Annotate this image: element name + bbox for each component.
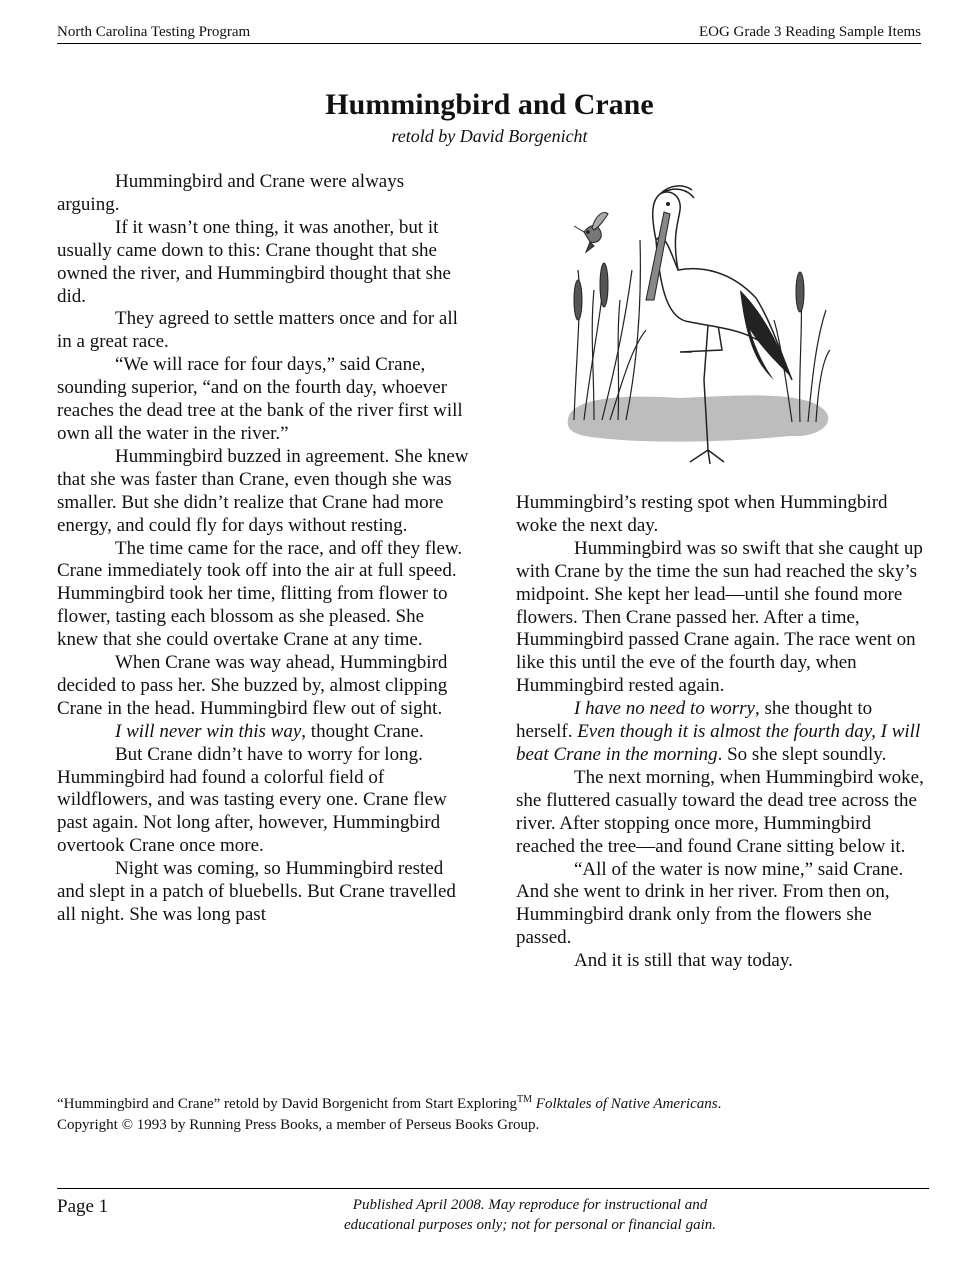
publish-line-1: Published April 2008. May reproduce for instructional and (352, 1197, 708, 1213)
paragraph: And it is still that way today. (574, 950, 793, 972)
page-header (57, 24, 921, 44)
credit-text: “Hummingbird and Crane” retold by David Borgenicht from Start Exploring (57, 1096, 518, 1112)
book-title: Folktales of Native Americans (535, 1096, 718, 1112)
header-left: North Carolina Testing Program (57, 24, 251, 40)
paragraph: Hummingbird’s resting spot when Hummingbird woke the next day. (516, 492, 888, 536)
story-byline: retold by David Borgenicht (391, 126, 588, 146)
paragraph: They agreed to settle matters once and for all in a great race. (57, 308, 458, 353)
page-number: Page 1 (57, 1196, 109, 1217)
paragraph: “We will race for four days,” said Crane, sounding superior, “and on the fourth day, whoever reaches the dead tree at the bank of the river first will own all the water in the river.” (57, 354, 463, 444)
reeds-left (574, 240, 646, 420)
paragraph: Night was coming, so Hummingbird rested and slept in a patch of bluebells. But Crane travelled all night. She was long past (57, 858, 456, 925)
paragraph: Hummingbird and Crane were always arguing. (57, 171, 405, 215)
trademark-mark: TM (517, 1094, 533, 1105)
paragraph: “All of the water is now mine,” said Crane. And she went to drink in her river. From then on, Hummingbird drank only from the flowers she passed. (516, 858, 904, 949)
publish-notice (280, 1195, 780, 1235)
publish-line-2: educational purposes only; not for personal or financial gain. (343, 1217, 717, 1233)
story-title: Hummingbird and Crane (325, 88, 654, 121)
paragraph: Hummingbird was so swift that she caught up with Crane by the time the sun had reached the sky’s midpoint. She kept her lead—until she found more flowers. Then Crane passed her. After a time, Hummingbird passed Crane again. The race went on like this until the eve of the fourth day, when Hummingbird rested again. (516, 537, 923, 697)
hummingbird (574, 213, 608, 252)
paragraph: The time came for the race, and off they flew. Crane immediately took off into the air at full speed. Hummingbird took her time, flitting from flower to flower, tasting each blossom as she pleased. She knew that she could overtake Crane at any time. (57, 537, 463, 651)
credit-line-2: Copyright © 1993 by Running Press Books, a member of Perseus Books Group. (57, 1117, 540, 1133)
crane-hummingbird-illustration (560, 180, 840, 470)
paragraph-text: , she thought to herself. (516, 698, 873, 743)
paragraph: Hummingbird buzzed in agreement. She knew that she was faster than Crane, even though she was smaller. But she didn’t realize that Crane had more energy, and could fly for days without resting. (57, 445, 469, 536)
paragraph: But Crane didn’t have to worry for long. Hummingbird had found a colorful field of wildflowers, and was tasting every one. Crane flew past again. Not long after, however, Hummingbird overtook Crane once more. (57, 743, 447, 857)
cattails-right (796, 272, 804, 312)
cattails-left (574, 263, 608, 320)
paragraph (516, 698, 926, 767)
paragraph: If it wasn’t one thing, it was another, but it usually came down to this: Crane thought that she owned the river, and Hummingbird thought that she did. (57, 216, 451, 307)
footer-divider (57, 1188, 929, 1189)
paragraph-text: . So she slept soundly. (717, 743, 887, 765)
header-right: EOG Grade 3 Reading Sample Items (698, 24, 921, 40)
source-credit (57, 1089, 937, 1136)
text-column-left (57, 171, 469, 927)
paragraph-text: , thought Crane. (301, 720, 424, 742)
crane-legs (680, 325, 724, 464)
paragraph: The next morning, when Hummingbird woke, she fluttered casually toward the dead tree across the river. After stopping once more, Hummingbird reached the tree—and found Crane sitting below it. (516, 766, 924, 857)
text-column-right (516, 492, 926, 973)
crane-eye (666, 202, 670, 206)
credit-line-1 (57, 1089, 937, 1115)
italic-thought: I will never win this way (115, 720, 302, 742)
credit-period: . (717, 1096, 722, 1112)
paragraph (57, 721, 469, 744)
italic-thought: I have no need to worry (574, 698, 755, 720)
paragraph: When Crane was way ahead, Hummingbird decided to pass her. She buzzed by, almost clipping Crane in the head. Hummingbird flew out of sight. (57, 652, 448, 719)
italic-thought: Even though it is almost the fourth day, I will beat Crane in the morning (516, 721, 921, 765)
